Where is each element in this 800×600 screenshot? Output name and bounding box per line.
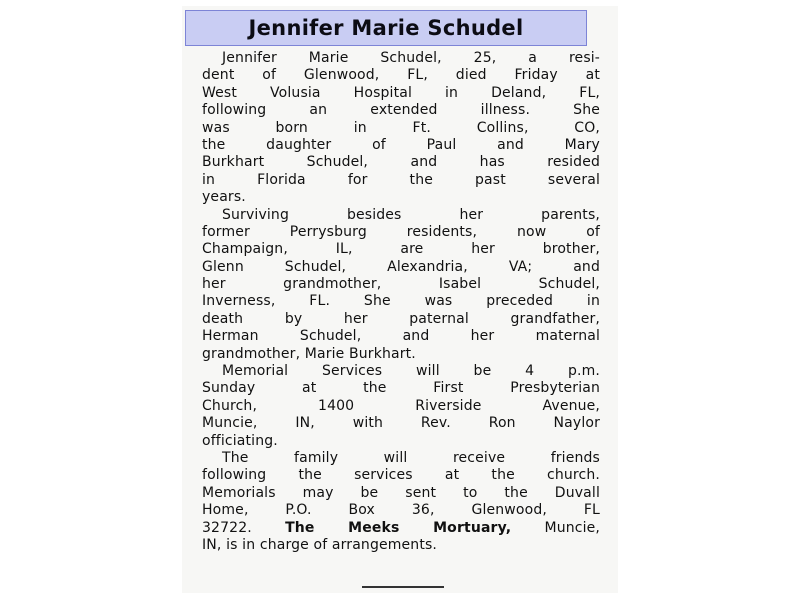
text-line: death by her paternal grandfather, [202, 310, 600, 327]
text-line: officiating. [202, 432, 278, 449]
text-line: following an extended illness. She [202, 102, 600, 119]
text-line: in Florida for the past several [202, 171, 600, 188]
text-line: dent of Glenwood, FL, died Friday at [202, 67, 600, 84]
text-line: former Perrysburg residents, now of [202, 223, 600, 240]
text-line: the daughter of Paul and Mary [202, 136, 600, 153]
text-line: IN, is in charge of arrangements. [202, 536, 438, 553]
text-line: Sunday at the First Presbyterian [202, 380, 600, 397]
text-line: Herman Schudel, and her maternal [202, 328, 600, 345]
obituary-clipping [182, 6, 618, 593]
text-line: The family will receive friends [222, 449, 600, 466]
text-line: Memorials may be sent to the Duvall [202, 484, 600, 501]
text-fragment: Muncie, [511, 519, 600, 536]
text-line: Church, 1400 Riverside Avenue, [202, 397, 600, 414]
obituary-body [202, 50, 600, 554]
text-line: Memorial Services will be 4 p.m. [222, 363, 600, 380]
text-line: Jennifer Marie Schudel, 25, a resi- [222, 50, 600, 66]
text-line: Glenn Schudel, Alexandria, VA; and [202, 258, 600, 275]
text-line-with-mortuary [202, 520, 600, 537]
text-line: Burkhart Schudel, and has resided [202, 154, 600, 171]
text-line: West Volusia Hospital in Deland, FL, [202, 84, 600, 101]
text-line: was born in Ft. Collins, CO, [202, 119, 600, 136]
text-line: grandmother, Marie Burkhart. [202, 345, 416, 362]
text-line: Inverness, FL. She was preceded in [202, 293, 600, 310]
text-line: Champaign, IL, are her brother, [202, 241, 600, 258]
obituary-headline: Jennifer Marie Schudel [185, 10, 587, 46]
bottom-rule [362, 586, 444, 588]
mortuary-name: The Meeks Mortuary, [285, 519, 512, 536]
text-line: Home, P.O. Box 36, Glenwood, FL [202, 502, 600, 519]
text-fragment: 32722. [202, 519, 252, 536]
text-line: years. [202, 189, 246, 206]
text-line: following the services at the church. [202, 467, 600, 484]
text-line: Surviving besides her parents, [222, 206, 600, 223]
text-line: Muncie, IN, with Rev. Ron Naylor [202, 415, 600, 432]
text-line: her grandmother, Isabel Schudel, [202, 276, 600, 293]
